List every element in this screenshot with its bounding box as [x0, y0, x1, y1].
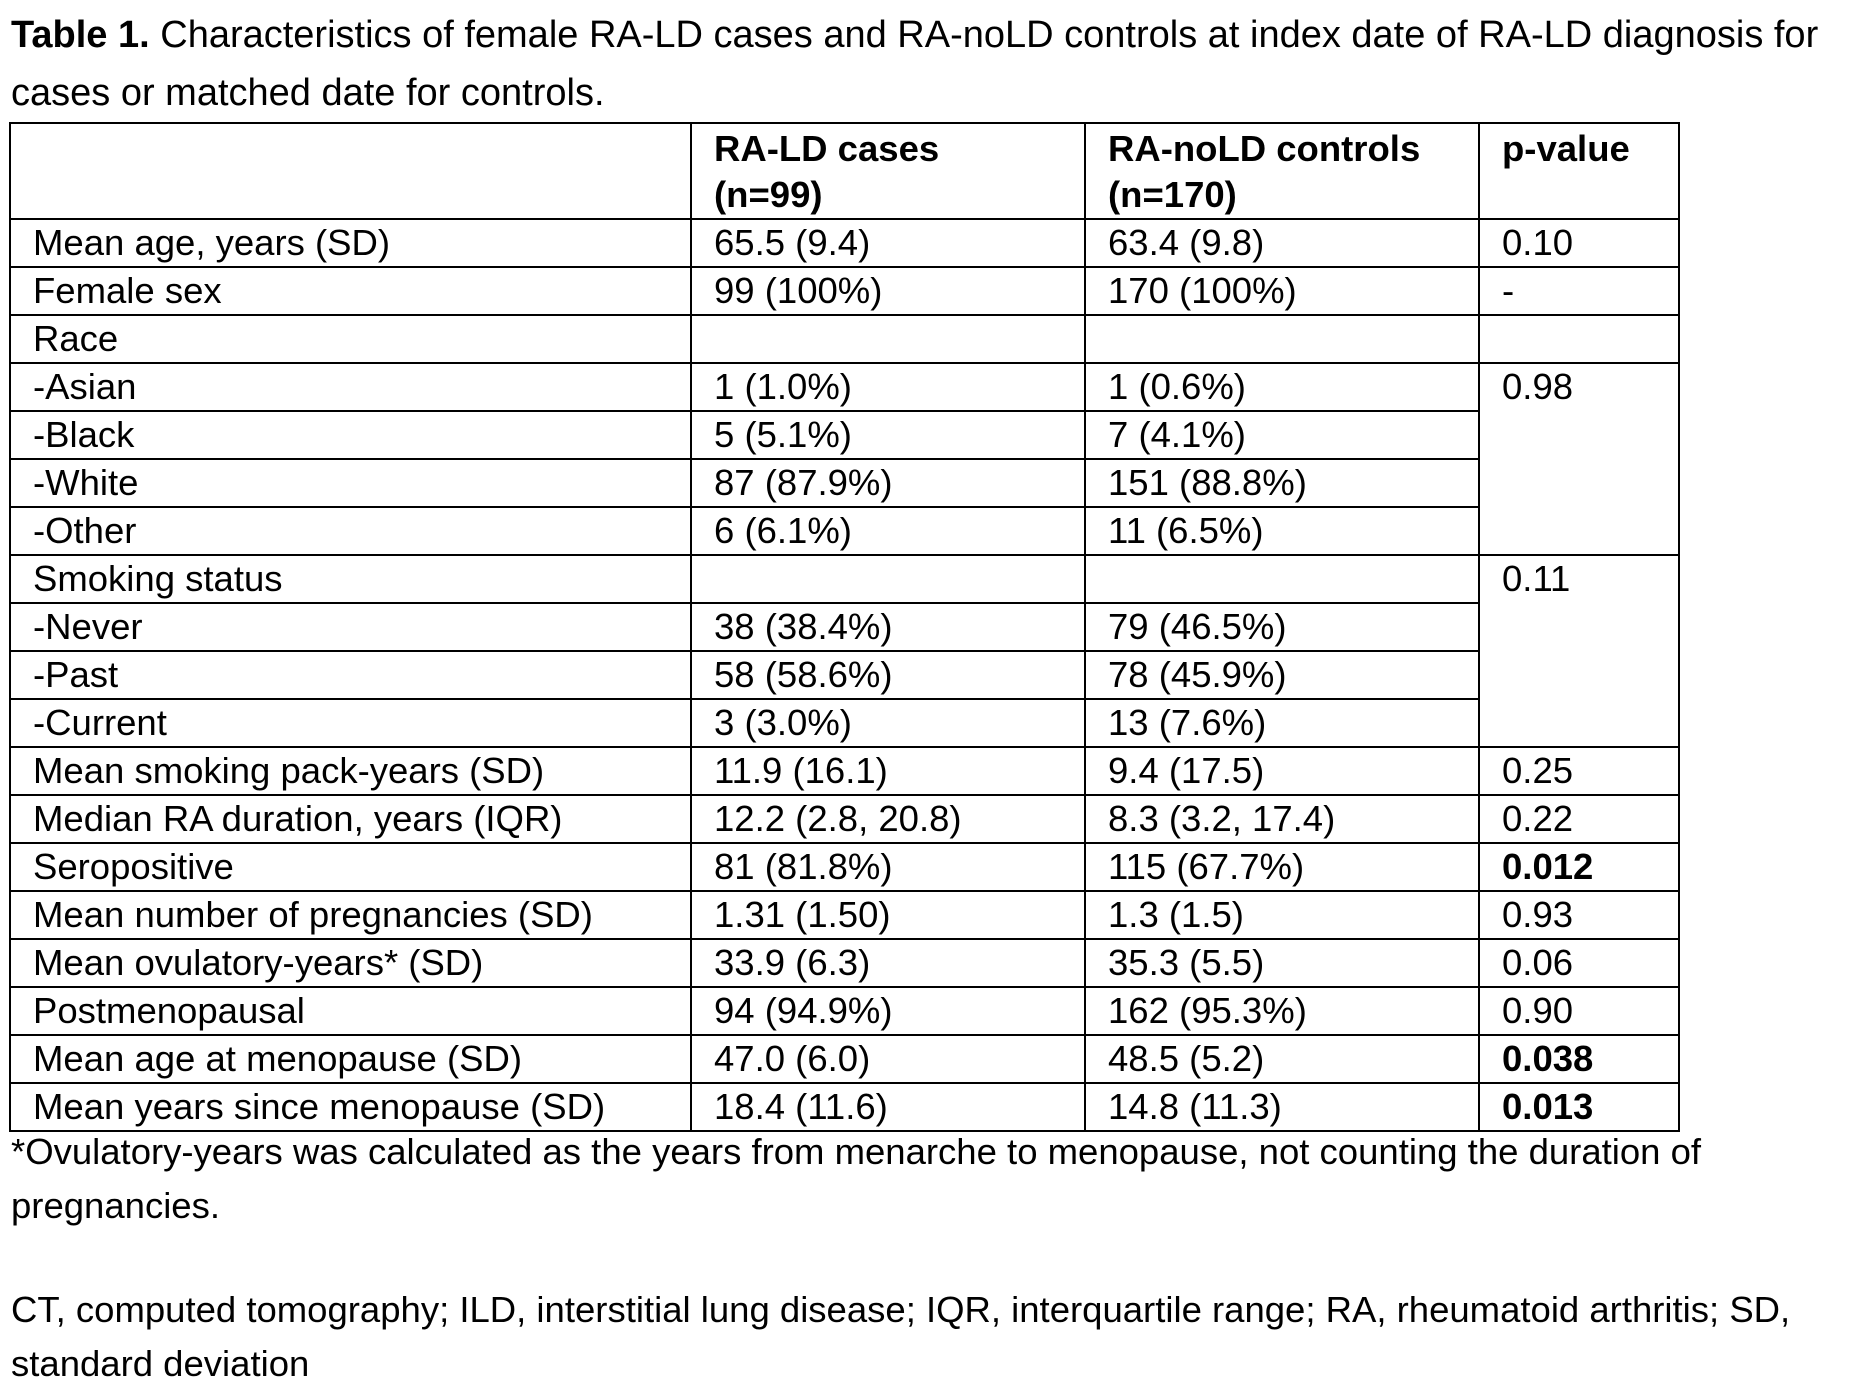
cases-value: 33.9 (6.3) [691, 939, 1085, 987]
row-label: Mean years since menopause (SD) [10, 1083, 691, 1131]
caption-label: Table 1. [11, 14, 150, 56]
table-caption [11, 6, 1851, 122]
p-value: 0.93 [1479, 891, 1679, 939]
cases-value: 12.2 (2.8, 20.8) [691, 795, 1085, 843]
header-row [10, 123, 1679, 219]
cases-value: 99 (100%) [691, 267, 1085, 315]
row-label: Smoking status [10, 555, 691, 603]
abbreviations-note: CT, computed tomography; ILD, interstitial lung disease; IQR, interquartile range; RA, rheumatoid arthritis; SD, standard deviation [11, 1289, 1791, 1384]
controls-value: 7 (4.1%) [1085, 411, 1479, 459]
row-label: Median RA duration, years (IQR) [10, 795, 691, 843]
controls-value: 48.5 (5.2) [1085, 1035, 1479, 1083]
table-row [10, 651, 1679, 699]
cases-value: 58 (58.6%) [691, 651, 1085, 699]
cases-value: 81 (81.8%) [691, 843, 1085, 891]
table-row [10, 891, 1679, 939]
header-controls [1085, 123, 1479, 219]
table-row [10, 603, 1679, 651]
row-label: Mean number of pregnancies (SD) [10, 891, 691, 939]
controls-value: 115 (67.7%) [1085, 843, 1479, 891]
row-label: Postmenopausal [10, 987, 691, 1035]
controls-value: 11 (6.5%) [1085, 507, 1479, 555]
cases-value: 1.31 (1.50) [691, 891, 1085, 939]
table-row [10, 315, 1679, 363]
controls-value: 78 (45.9%) [1085, 651, 1479, 699]
cases-value: 11.9 (16.1) [691, 747, 1085, 795]
p-value-race: 0.98 [1479, 363, 1679, 555]
table-row [10, 939, 1679, 987]
table-row [10, 411, 1679, 459]
row-label: Mean age, years (SD) [10, 219, 691, 267]
p-value-significant: 0.012 [1479, 843, 1679, 891]
p-value: - [1479, 267, 1679, 315]
row-label: Female sex [10, 267, 691, 315]
cases-value [691, 315, 1085, 363]
row-label: -Other [10, 507, 691, 555]
header-controls-n: (n=170) [1108, 174, 1237, 215]
p-value: 0.90 [1479, 987, 1679, 1035]
table-row [10, 459, 1679, 507]
controls-value: 13 (7.6%) [1085, 699, 1479, 747]
controls-value: 63.4 (9.8) [1085, 219, 1479, 267]
caption-text: Characteristics of female RA-LD cases and RA-noLD controls at index date of RA-LD diagnosis for cases or matched date for controls. [11, 14, 1819, 114]
controls-value: 79 (46.5%) [1085, 603, 1479, 651]
p-value-smoking: 0.11 [1479, 555, 1679, 747]
header-cases-title: RA-LD cases [714, 128, 940, 169]
header-cases-n: (n=99) [714, 174, 823, 215]
controls-value: 1 (0.6%) [1085, 363, 1479, 411]
row-label: Race [10, 315, 691, 363]
row-label: Seropositive [10, 843, 691, 891]
controls-value: 9.4 (17.5) [1085, 747, 1479, 795]
controls-value: 8.3 (3.2, 17.4) [1085, 795, 1479, 843]
header-cases [691, 123, 1085, 219]
controls-value: 35.3 (5.5) [1085, 939, 1479, 987]
cases-value [691, 555, 1085, 603]
p-value: 0.10 [1479, 219, 1679, 267]
controls-value: 170 (100%) [1085, 267, 1479, 315]
controls-value: 151 (88.8%) [1085, 459, 1479, 507]
table-row [10, 1083, 1679, 1131]
p-value [1479, 315, 1679, 363]
controls-value: 1.3 (1.5) [1085, 891, 1479, 939]
cases-value: 1 (1.0%) [691, 363, 1085, 411]
header-characteristic [10, 123, 691, 219]
cases-value: 94 (94.9%) [691, 987, 1085, 1035]
cases-value: 47.0 (6.0) [691, 1035, 1085, 1083]
cases-value: 6 (6.1%) [691, 507, 1085, 555]
p-value-significant: 0.013 [1479, 1083, 1679, 1131]
characteristics-table [9, 122, 1680, 1132]
cases-value: 18.4 (11.6) [691, 1083, 1085, 1131]
table-row [10, 1035, 1679, 1083]
row-label: -Past [10, 651, 691, 699]
cases-value: 87 (87.9%) [691, 459, 1085, 507]
controls-value [1085, 555, 1479, 603]
header-controls-title: RA-noLD controls [1108, 128, 1421, 169]
controls-value: 162 (95.3%) [1085, 987, 1479, 1035]
row-label: Mean age at menopause (SD) [10, 1035, 691, 1083]
p-value: 0.25 [1479, 747, 1679, 795]
cases-value: 5 (5.1%) [691, 411, 1085, 459]
p-value-significant: 0.038 [1479, 1035, 1679, 1083]
row-label: Mean smoking pack-years (SD) [10, 747, 691, 795]
row-label: -Black [10, 411, 691, 459]
table-row [10, 219, 1679, 267]
cases-value: 38 (38.4%) [691, 603, 1085, 651]
cases-value: 3 (3.0%) [691, 699, 1085, 747]
controls-value [1085, 315, 1479, 363]
row-label: -Current [10, 699, 691, 747]
row-label: -White [10, 459, 691, 507]
table-row [10, 363, 1679, 411]
row-label: -Asian [10, 363, 691, 411]
header-p-value: p-value [1479, 123, 1679, 219]
table-row [10, 555, 1679, 603]
table-footnote: *Ovulatory-years was calculated as the years from menarche to menopause, not counting the duration of pregnancies. [11, 1131, 1702, 1226]
cases-value: 65.5 (9.4) [691, 219, 1085, 267]
table-row [10, 987, 1679, 1035]
table-row [10, 747, 1679, 795]
table-row [10, 507, 1679, 555]
p-value: 0.22 [1479, 795, 1679, 843]
row-label: Mean ovulatory-years* (SD) [10, 939, 691, 987]
table-row [10, 843, 1679, 891]
table-row [10, 699, 1679, 747]
table-row [10, 267, 1679, 315]
p-value: 0.06 [1479, 939, 1679, 987]
row-label: -Never [10, 603, 691, 651]
table-row [10, 795, 1679, 843]
controls-value: 14.8 (11.3) [1085, 1083, 1479, 1131]
